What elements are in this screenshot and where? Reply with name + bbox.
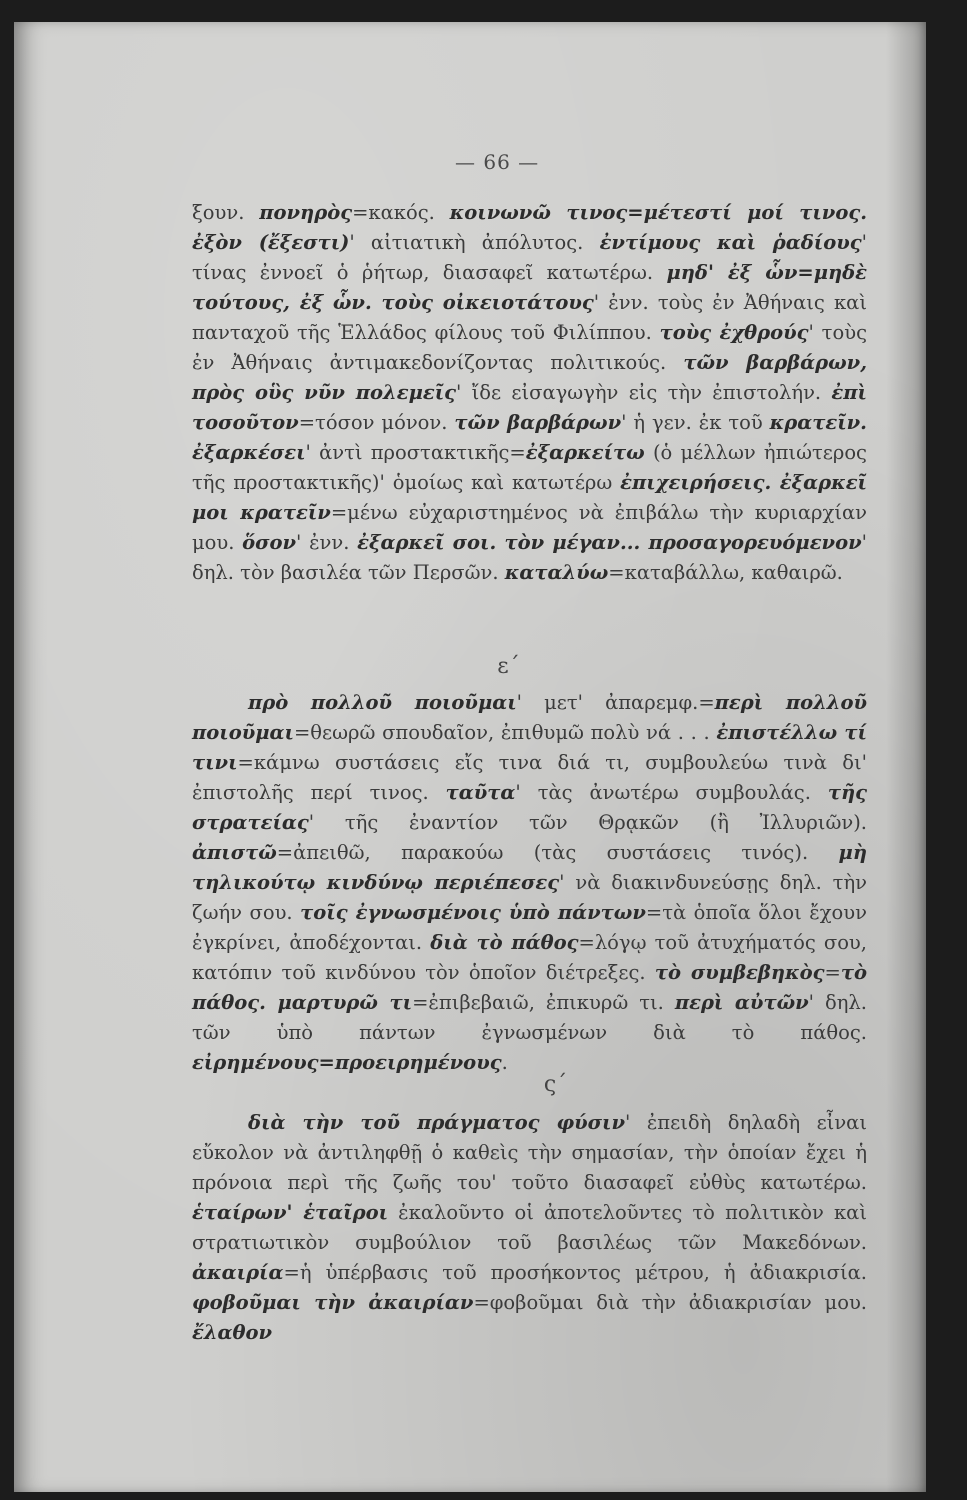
lemma-term: κρατεῖν. ἐξαρκέσει	[192, 411, 867, 464]
gloss-text: =τὰ ὁποῖα ὅλοι ἔχουν ἐγκρίνει, ἀποδέχονται.	[192, 901, 867, 954]
lemma-term: ἐπιστέλλω τί τινι	[192, 721, 867, 774]
gloss-text: =	[824, 961, 841, 984]
gloss-text: .	[501, 1051, 508, 1074]
lemma-term: ἐπιχειρήσεις. ἐξαρκεῖ μοι κρατεῖν	[192, 471, 867, 524]
gloss-text: ' τίνας ἐννοεῖ ὁ ῥήτωρ, διασαφεῖ κατωτέρω.	[192, 231, 868, 284]
lemma-term: περὶ πολλοῦ ποιοῦμαι	[192, 691, 867, 744]
gloss-text: ξουν.	[192, 201, 260, 224]
gloss-text: =ἡ ὑπέρβασις τοῦ προσήκοντος μέτρου, ἡ ἀδιακρισία.	[283, 1261, 867, 1284]
lemma-term: ἐπὶ τοσοῦτον	[192, 381, 867, 434]
page-shadow-edge	[886, 22, 926, 1492]
gloss-text: ' ἐνν.	[296, 531, 358, 554]
gloss-text: =τόσον μόνον.	[298, 411, 455, 434]
lemma-term: ἐξαρκείτω	[525, 441, 645, 464]
gloss-text: ' αἰτιατικὴ ἀπόλυτος.	[349, 231, 600, 254]
gloss-text: ' μετ' ἀπαρεμφ.=	[516, 691, 715, 714]
lemma-term: διὰ τὸ πάθος	[430, 931, 579, 954]
lemma-term: ἀκαιρία	[192, 1261, 284, 1284]
gloss-text: =μένω εὐχαριστημένος νὰ ἐπιβάλω τὴν κυριαρχίαν μου.	[192, 501, 867, 554]
paragraph-commentary-2	[192, 688, 867, 1078]
gloss-text: =θεωρῶ σπουδαῖον, ἐπιθυμῶ πολὺ νά . . .	[293, 721, 717, 744]
section-mark-stigma: ς΄	[543, 1072, 568, 1097]
lemma-term: τῆς στρατείας	[192, 781, 867, 834]
gloss-text: ' ἀντὶ προστακτικῆς=	[305, 441, 526, 464]
gloss-text: ' τὰς ἀνωτέρω συμβουλάς.	[515, 781, 828, 804]
lemma-term: ἔλαθον	[192, 1321, 273, 1344]
section-mark-epsilon: ε΄	[497, 654, 520, 679]
lemma-term: ἀπιστῶ	[192, 841, 277, 864]
gloss-text: =ἐπιβεβαιῶ, ἐπικυρῶ τι.	[412, 991, 675, 1014]
gloss-text: ' ἴδε εἰσαγωγὴν εἰς τὴν ἐπιστολήν.	[456, 381, 832, 404]
gloss-text: ἐκαλοῦντο οἱ ἀποτελοῦντες τὸ πολιτικὸν καὶ στρατιωτικὸν συμβούλιον τοῦ βασιλέως τῶν Μακεδόνων.	[192, 1201, 867, 1254]
lemma-term: περὶ αὐτῶν	[674, 991, 809, 1014]
lemma-term: πονηρὸς	[259, 201, 353, 224]
lemma-term: τῶν βαρβάρων	[454, 411, 622, 434]
gloss-text: =κάμνω συστάσεις εἴς τινα διά τι, συμβουλεύω τινὰ δι' ἐπιστολῆς περί τινος.	[192, 751, 867, 804]
lemma-term: διὰ τὴν τοῦ πράγματος φύσιν	[248, 1111, 626, 1134]
lemma-term: ταῦτα	[445, 781, 516, 804]
lemma-term: τὸ πάθος. μαρτυρῶ τι	[192, 961, 867, 1014]
lemma-term: ἐντίμους καὶ ῥαδίους	[599, 231, 862, 254]
gloss-text: ' ἐπειδὴ δηλαδὴ εἶναι εὔκολον νὰ ἀντιληφθῇ ὁ καθεὶς τὴν σημασίαν, τὴν ὁποίαν ἔχει ἡ πρόνοια περὶ τῆς ζωῆς του' τοῦτο διασαφεῖ εὐθὺς κατωτέρω.	[192, 1111, 867, 1194]
gloss-text: =λόγῳ τοῦ ἀτυχήματός σου, κατόπιν τοῦ κινδύνου τὸν ὁποῖον διέτρεξες.	[192, 931, 867, 984]
paragraph-commentary-1	[192, 198, 867, 588]
gloss-text: =φοβοῦμαι διὰ τὴν ἀδιακρισίαν μου.	[473, 1291, 867, 1314]
lemma-term: τοῖς ἐγνωσμένοις ὑπὸ πάντων	[300, 901, 646, 924]
gloss-text: (ὁ μέλλων ἠπιώτερος τῆς προστακτικῆς)' ὁμοίως καὶ κατωτέρω	[192, 441, 867, 494]
lemma-term: ἑταίρων' ἑταῖροι	[192, 1201, 389, 1224]
gloss-text: ' δηλ. τῶν ὑπὸ πάντων ἐγνωσμένων διὰ τὸ πάθος.	[192, 991, 867, 1044]
lemma-term: φοβοῦμαι τὴν ἀκαιρίαν	[192, 1291, 474, 1314]
paragraph-commentary-3	[192, 1108, 867, 1348]
lemma-term: τὸ συμβεβηκὸς	[654, 961, 825, 984]
lemma-term: ὅσον	[242, 531, 297, 554]
lemma-term: τῶν βαρβάρων, πρὸς οὓς νῦν πολεμεῖς	[192, 351, 867, 404]
lemma-term: μηδ' ἐξ ὧν=μηδὲ τούτους, ἐξ ὧν. τοὺς οἰκειοτάτους	[192, 261, 867, 314]
lemma-term: εἰρημένους=προειρημένους	[192, 1051, 502, 1074]
gloss-text: ' τοὺς ἐν Ἀθήναις ἀντιμακεδονίζοντας πολιτικούς.	[192, 321, 867, 374]
page-number: — 66 —	[455, 150, 540, 174]
gloss-text: ' τῆς ἐναντίον τῶν Θρᾳκῶν (ἢ Ἰλλυριῶν).	[308, 811, 867, 834]
gloss-text: ' δηλ. τὸν βασιλέα τῶν Περσῶν.	[192, 531, 867, 584]
gloss-text: ' νὰ διακινδυνεύσῃς δηλ. τὴν ζωήν σου.	[192, 871, 868, 924]
lemma-term: τοὺς ἐχθρούς	[659, 321, 809, 344]
lemma-term: μὴ τηλικούτῳ κινδύνῳ περιέπεσες	[192, 841, 867, 894]
gloss-text: =καταβάλλω, καθαιρῶ.	[608, 561, 843, 584]
lemma-term: πρὸ πολλοῦ ποιοῦμαι	[248, 691, 517, 714]
gloss-text: =ἀπειθῶ, παρακούω (τὰς συστάσεις τινός).	[276, 841, 839, 864]
lemma-term: ἐξαρκεῖ σοι. τὸν μέγαν... προσαγορευόμενον	[357, 531, 862, 554]
lemma-term: κοινωνῶ τινος=μέτεστί μοί τινος. ἐξὸν (ἔξεστι)	[192, 201, 867, 254]
gloss-text: =κακός.	[352, 201, 450, 224]
gloss-text: ' ἡ γεν. ἐκ τοῦ	[621, 411, 770, 434]
lemma-term: καταλύω	[504, 561, 609, 584]
gloss-text: ' ἐνν. τοὺς ἐν Ἀθήναις καὶ πανταχοῦ τῆς Ἑλλάδος φίλους τοῦ Φιλίππου.	[192, 291, 867, 344]
